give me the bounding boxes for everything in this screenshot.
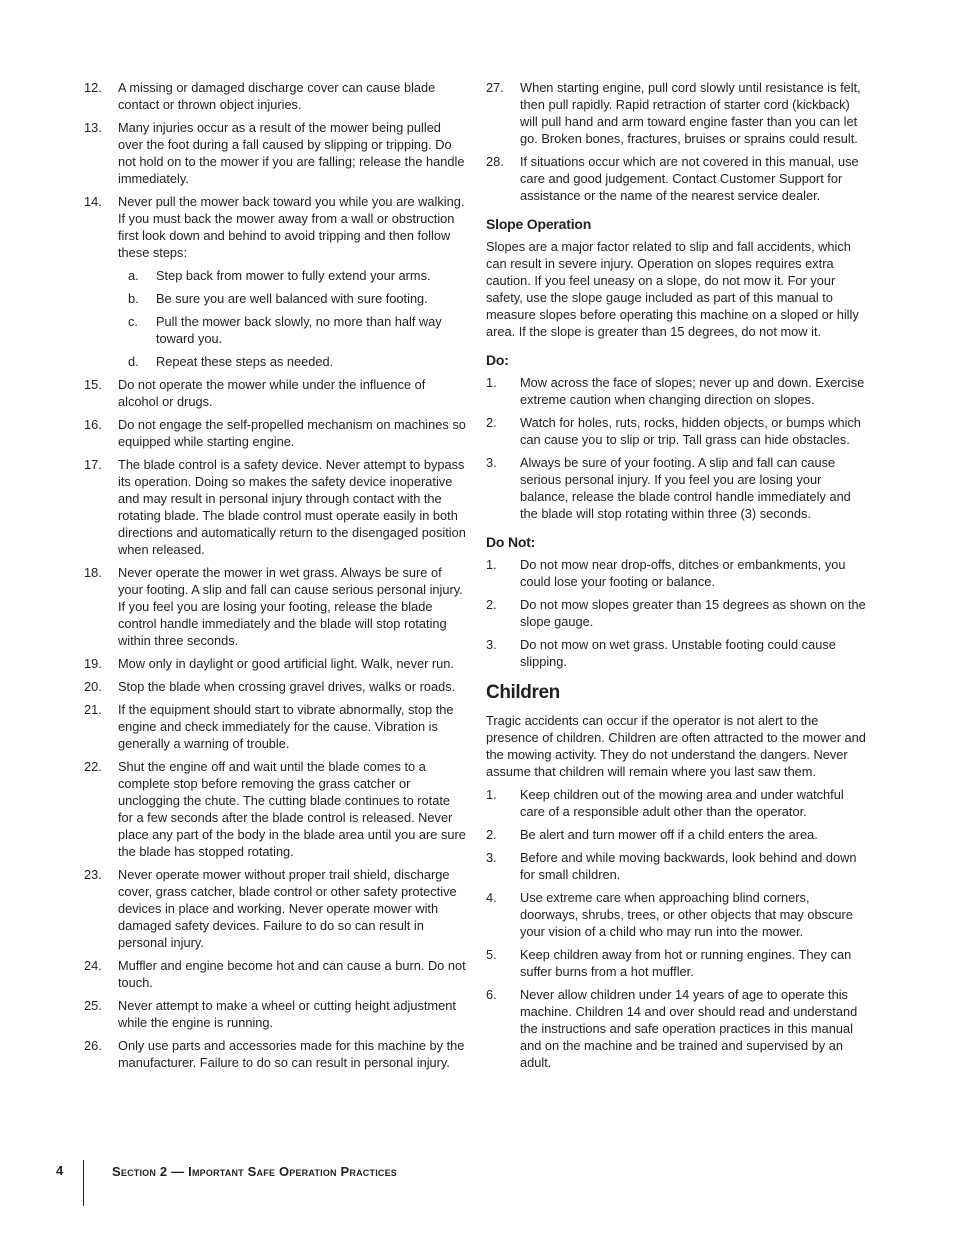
do-item bbox=[486, 414, 870, 448]
footer-divider bbox=[83, 1160, 84, 1206]
item-number: 3. bbox=[486, 850, 497, 865]
sub-step-item bbox=[118, 313, 468, 347]
item-number: 22. bbox=[84, 759, 102, 774]
item-text: Always be sure of your footing. A slip and fall can cause serious personal injury. If you feel you are losing your balance, release the blade control handle immediately and the blade will stop rotating within three (3) seconds. bbox=[520, 455, 851, 521]
item-number: 15. bbox=[84, 377, 102, 392]
safety-rule-item bbox=[84, 1037, 468, 1071]
safety-rule-item bbox=[84, 997, 468, 1031]
do-item bbox=[486, 374, 870, 408]
item-text: Shut the engine off and wait until the blade comes to a complete stop before removing the grass catcher or unclogging the chute. The cutting blade continues to rotate for a few seconds after the blade control is released. Never place any part of the body in the blade area until you are sure the blade has stopped rotating. bbox=[118, 759, 466, 859]
safety-list-right bbox=[486, 79, 870, 204]
item-text: Keep children away from hot or running engines. They can suffer burns from a hot muffler. bbox=[520, 947, 852, 979]
item-text: Do not mow slopes greater than 15 degrees as shown on the slope gauge. bbox=[520, 597, 866, 629]
item-number: 19. bbox=[84, 656, 102, 671]
safety-rule-item bbox=[84, 758, 468, 860]
item-text: Many injuries occur as a result of the mower being pulled over the foot during a fall caused by slipping or tripping. Do not hold on to the mower if you are falling; release the handle immediately. bbox=[118, 120, 465, 186]
children-list bbox=[486, 786, 870, 1071]
item-number: 1. bbox=[486, 787, 497, 802]
sub-step-text: Repeat these steps as needed. bbox=[156, 354, 334, 369]
item-text: Never operate mower without proper trail shield, discharge cover, grass catcher, blade control or other safety protective devices in place and working. Never operate mower with damaged safety devices. Failure to do so can result in personal injury. bbox=[118, 867, 457, 950]
sub-steps-list bbox=[118, 267, 468, 370]
page-number: 4 bbox=[56, 1163, 64, 1178]
item-text: Do not mow on wet grass. Unstable footing could cause slipping. bbox=[520, 637, 836, 669]
item-text: Do not engage the self-propelled mechanism on machines so equipped while starting engine. bbox=[118, 417, 466, 449]
item-text: Never pull the mower back toward you while you are walking. If you must back the mower away from a wall or obstruction first look down and behind to avoid tripping and then follow these steps: bbox=[118, 194, 465, 260]
safety-rule-item bbox=[84, 376, 468, 410]
children-item bbox=[486, 786, 870, 820]
safety-rule-item bbox=[84, 119, 468, 187]
item-number: 4. bbox=[486, 890, 497, 905]
item-number: 18. bbox=[84, 565, 102, 580]
item-text: Mow only in daylight or good artificial light. Walk, never run. bbox=[118, 656, 454, 671]
item-text: Before and while moving backwards, look behind and down for small children. bbox=[520, 850, 857, 882]
safety-rule-item bbox=[84, 456, 468, 558]
safety-rule-item bbox=[84, 416, 468, 450]
item-number: 25. bbox=[84, 998, 102, 1013]
safety-rule-item bbox=[84, 193, 468, 370]
item-number: 6. bbox=[486, 987, 497, 1002]
children-item bbox=[486, 986, 870, 1071]
do-not-heading: Do Not: bbox=[486, 534, 536, 550]
item-number: 24. bbox=[84, 958, 102, 973]
sub-step-item bbox=[118, 353, 468, 370]
item-number: 21. bbox=[84, 702, 102, 717]
item-number: 3. bbox=[486, 455, 497, 470]
item-text: Be alert and turn mower off if a child enters the area. bbox=[520, 827, 818, 842]
children-heading: Children bbox=[486, 682, 560, 703]
item-number: 26. bbox=[84, 1038, 102, 1053]
item-text: When starting engine, pull cord slowly until resistance is felt, then pull rapidly. Rapid retraction of starter cord (kickback) will pull hand and arm toward engine faster than you can let go. Broken bones, fractures, bruises or sprains could result. bbox=[520, 80, 861, 146]
item-number: 23. bbox=[84, 867, 102, 882]
item-text: Use extreme care when approaching blind corners, doorways, shrubs, trees, or other objects that may obscure your vision of a child who may run into the mower. bbox=[520, 890, 853, 939]
item-text: Never attempt to make a wheel or cutting height adjustment while the engine is running. bbox=[118, 998, 456, 1030]
sub-step-letter: c. bbox=[128, 314, 138, 329]
item-number: 12. bbox=[84, 80, 102, 95]
do-not-list bbox=[486, 556, 870, 670]
children-intro: Tragic accidents can occur if the operator is not alert to the presence of children. Children are often attracted to the mower and the mowing activity. They do not understand the dangers. Never assume that children will remain where you last saw them. bbox=[486, 713, 866, 779]
safety-rule-item bbox=[486, 79, 870, 147]
safety-list-left bbox=[84, 79, 468, 1071]
item-number: 1. bbox=[486, 557, 497, 572]
do-not-item bbox=[486, 556, 870, 590]
item-number: 27. bbox=[486, 80, 504, 95]
do-not-item bbox=[486, 596, 870, 630]
item-text: Never operate the mower in wet grass. Always be sure of your footing. A slip and fall can cause serious personal injury. If you feel you are losing your footing, release the blade control handle immediately and the blade will stop rotating within three seconds. bbox=[118, 565, 463, 648]
sub-step-letter: b. bbox=[128, 291, 139, 306]
sub-step-text: Be sure you are well balanced with sure footing. bbox=[156, 291, 428, 306]
item-text: Watch for holes, ruts, rocks, hidden objects, or bumps which can cause you to slip or trip. Tall grass can hide obstacles. bbox=[520, 415, 861, 447]
sub-step-letter: d. bbox=[128, 354, 139, 369]
item-number: 13. bbox=[84, 120, 102, 135]
safety-rule-item bbox=[84, 79, 468, 113]
sub-step-item bbox=[118, 267, 468, 284]
item-text: Keep children out of the mowing area and under watchful care of a responsible adult other than the operator. bbox=[520, 787, 844, 819]
item-text: The blade control is a safety device. Never attempt to bypass its operation. Doing so makes the safety device inoperative and may result in personal injury through contact with the rotating blade. The blade control must operate easily in both directions and automatically return to the disengaged position when released. bbox=[118, 457, 466, 557]
sub-step-letter: a. bbox=[128, 268, 139, 283]
left-column bbox=[84, 79, 468, 1077]
do-heading: Do: bbox=[486, 352, 509, 368]
item-number: 16. bbox=[84, 417, 102, 432]
children-item bbox=[486, 849, 870, 883]
item-text: Mow across the face of slopes; never up and down. Exercise extreme caution when changing direction on slopes. bbox=[520, 375, 865, 407]
item-text: Do not mow near drop-offs, ditches or embankments, you could lose your footing or balance. bbox=[520, 557, 846, 589]
item-number: 14. bbox=[84, 194, 102, 209]
sub-step-text: Pull the mower back slowly, no more than half way toward you. bbox=[156, 314, 442, 346]
item-number: 28. bbox=[486, 154, 504, 169]
children-item bbox=[486, 889, 870, 940]
item-text: A missing or damaged discharge cover can cause blade contact or thrown object injuries. bbox=[118, 80, 436, 112]
sub-step-text: Step back from mower to fully extend your arms. bbox=[156, 268, 431, 283]
item-number: 2. bbox=[486, 597, 497, 612]
item-number: 17. bbox=[84, 457, 102, 472]
item-number: 2. bbox=[486, 827, 497, 842]
item-number: 1. bbox=[486, 375, 497, 390]
slope-operation-heading: Slope Operation bbox=[486, 216, 592, 232]
safety-rule-item bbox=[84, 866, 468, 951]
right-column bbox=[486, 79, 870, 1077]
safety-rule-item bbox=[84, 564, 468, 649]
item-text: If the equipment should start to vibrate abnormally, stop the engine and check immediately for the cause. Vibration is generally a warning of trouble. bbox=[118, 702, 454, 751]
do-list bbox=[486, 374, 870, 522]
item-number: 2. bbox=[486, 415, 497, 430]
item-text: Stop the blade when crossing gravel drives, walks or roads. bbox=[118, 679, 456, 694]
item-number: 5. bbox=[486, 947, 497, 962]
item-text: Muffler and engine become hot and can cause a burn. Do not touch. bbox=[118, 958, 466, 990]
safety-rule-item bbox=[84, 957, 468, 991]
safety-rule-item bbox=[84, 678, 468, 695]
sub-step-item bbox=[118, 290, 468, 307]
slope-intro: Slopes are a major factor related to slip and fall accidents, which can result in severe injury. Operation on slopes requires extra caution. If you feel uneasy on a slope, do not mow it. For your safety, use the slope gauge included as part of this manual to measure slopes before operating this machine on a sloped or hilly area. If the slope is greater than 15 degrees, do not mow it. bbox=[486, 239, 859, 339]
children-item bbox=[486, 946, 870, 980]
safety-rule-item bbox=[486, 153, 870, 204]
section-title: Section 2 — Important Safe Operation Practices bbox=[112, 1164, 398, 1179]
do-item bbox=[486, 454, 870, 522]
safety-rule-item bbox=[84, 701, 468, 752]
item-number: 3. bbox=[486, 637, 497, 652]
children-item bbox=[486, 826, 870, 843]
safety-rule-item bbox=[84, 655, 468, 672]
item-text: Never allow children under 14 years of age to operate this machine. Children 14 and over should read and understand the instructions and safe operation practices in this manual and on the machine and be trained and supervised by an adult. bbox=[520, 987, 858, 1070]
do-not-item bbox=[486, 636, 870, 670]
item-text: Do not operate the mower while under the influence of alcohol or drugs. bbox=[118, 377, 426, 409]
item-text: If situations occur which are not covered in this manual, use care and good judgement. Contact Customer Support for assistance or the name of the nearest service dealer. bbox=[520, 154, 859, 203]
item-number: 20. bbox=[84, 679, 102, 694]
item-text: Only use parts and accessories made for this machine by the manufacturer. Failure to do so can result in personal injury. bbox=[118, 1038, 465, 1070]
